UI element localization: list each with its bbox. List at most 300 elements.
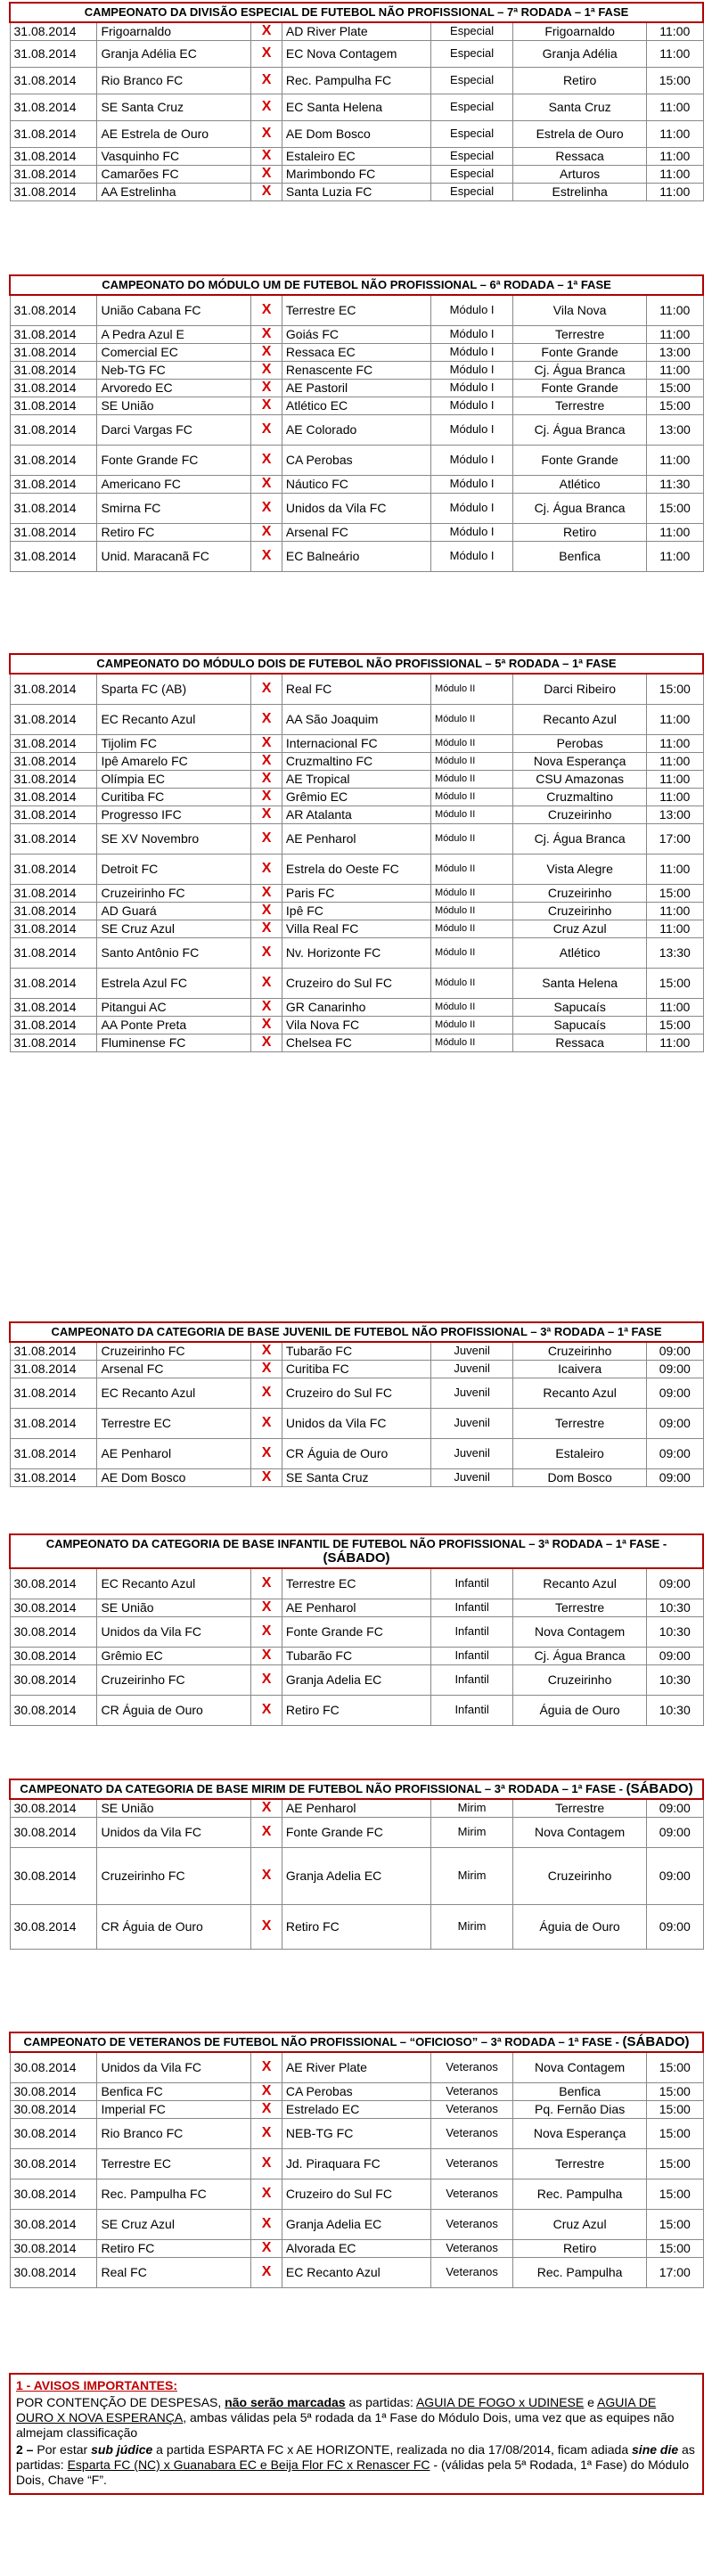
- match-date: 31.08.2014: [10, 823, 97, 854]
- section-title: [10, 1534, 703, 1568]
- away-team: CA Perobas: [282, 2082, 430, 2100]
- match-date: 31.08.2014: [10, 183, 97, 200]
- match-time: 09:00: [647, 1342, 703, 1360]
- match-venue: Cj. Água Branca: [513, 493, 647, 523]
- notice-1-text: as partidas:: [345, 2395, 416, 2409]
- versus-mark: X: [251, 67, 282, 94]
- home-team: Smirna FC: [97, 493, 251, 523]
- away-team: Villa Real FC: [282, 920, 430, 937]
- match-category: Infantil: [431, 1647, 513, 1664]
- away-team: Internacional FC: [282, 734, 430, 752]
- match-time: 15:00: [647, 2148, 703, 2179]
- notice-2-emph: sub júdice: [91, 2442, 153, 2457]
- match-category: Módulo II: [431, 854, 513, 884]
- home-team: Cruzeirinho FC: [97, 1664, 251, 1695]
- match-category: Especial: [431, 22, 513, 40]
- match-time: 15:00: [647, 674, 703, 704]
- match-time: 11:00: [647, 165, 703, 183]
- versus-mark: X: [251, 854, 282, 884]
- match-date: 31.08.2014: [10, 1016, 97, 1034]
- match-row: [10, 1468, 703, 1486]
- versus-mark: X: [251, 1799, 282, 1817]
- match-row: [10, 1378, 703, 1408]
- match-row: [10, 1616, 703, 1647]
- home-team: Americano FC: [97, 475, 251, 493]
- versus-mark: X: [251, 445, 282, 475]
- home-team: Neb-TG FC: [97, 361, 251, 379]
- away-team: CR Águia de Ouro: [282, 1438, 430, 1468]
- away-team: Granja Adelia EC: [282, 2209, 430, 2239]
- away-team: GR Canarinho: [282, 998, 430, 1016]
- away-team: Paris FC: [282, 884, 430, 902]
- section-title-text: CAMPEONATO DA CATEGORIA DE BASE INFANTIL DE FUTEBOL NÃO PROFISSIONAL – 3ª RODADA – 1ª FASE -: [45, 1537, 667, 1550]
- match-row: [10, 2148, 703, 2179]
- notice-2-text: - (válidas pela 5ª Rodada, 1ª Fase) do Módulo Dois, Chave “F”.: [16, 2457, 690, 2487]
- notice-2-number: 2 –: [16, 2442, 37, 2457]
- section-title-day: (SÁBADO): [622, 2034, 690, 2049]
- home-team: AE Dom Bosco: [97, 1468, 251, 1486]
- notice-1-text: POR CONTENÇÃO DE DESPESAS,: [16, 2395, 225, 2409]
- section-modulo-um: [9, 274, 704, 572]
- match-category: Mirim: [430, 1847, 512, 1904]
- match-venue: Retiro: [513, 2239, 647, 2257]
- section-title-text: CAMPEONATO DO MÓDULO DOIS DE FUTEBOL NÃO PROFISSIONAL – 5ª RODADA – 1ª FASE: [96, 657, 617, 670]
- match-category: Módulo I: [431, 361, 513, 379]
- away-team: SE Santa Cruz: [282, 1468, 430, 1486]
- match-category: Veteranos: [431, 2148, 513, 2179]
- match-category: Módulo II: [431, 704, 513, 734]
- versus-mark: X: [251, 788, 282, 806]
- match-row: [10, 854, 703, 884]
- match-category: Especial: [431, 183, 513, 200]
- match-date: 31.08.2014: [10, 445, 97, 475]
- versus-mark: X: [251, 2148, 282, 2179]
- match-venue: Nova Contagem: [513, 1616, 647, 1647]
- match-date: 31.08.2014: [10, 1360, 97, 1378]
- home-team: Olímpia EC: [97, 770, 251, 788]
- match-category: Módulo II: [431, 752, 513, 770]
- match-date: 30.08.2014: [10, 2179, 97, 2209]
- match-time: 10:30: [647, 1599, 704, 1616]
- match-row: [10, 2082, 703, 2100]
- versus-mark: X: [251, 397, 282, 414]
- match-category: Mirim: [430, 1904, 512, 1949]
- match-time: 15:00: [647, 2082, 703, 2100]
- match-date: 31.08.2014: [10, 854, 97, 884]
- versus-mark: X: [251, 1599, 282, 1616]
- match-date: 31.08.2014: [10, 674, 97, 704]
- home-team: EC Recanto Azul: [97, 1378, 251, 1408]
- home-team: Unidos da Vila FC: [97, 1817, 251, 1847]
- home-team: Rec. Pampulha FC: [97, 2179, 251, 2209]
- match-venue: Cj. Água Branca: [513, 414, 647, 445]
- match-venue: Cruzeirinho: [513, 884, 647, 902]
- section-title-text: CAMPEONATO DE VETERANOS DE FUTEBOL NÃO PROFISSIONAL – “OFICIOSO” – 3ª RODADA – 1ª FASE -: [23, 2035, 623, 2049]
- versus-mark: X: [251, 734, 282, 752]
- match-category: Veteranos: [431, 2100, 513, 2118]
- home-team: Arsenal FC: [97, 1360, 251, 1378]
- match-date: 31.08.2014: [10, 295, 97, 325]
- match-time: 11:00: [647, 22, 703, 40]
- match-category: Módulo II: [431, 1016, 513, 1034]
- match-venue: Rec. Pampulha: [513, 2257, 647, 2287]
- match-venue: Cruzmaltino: [513, 788, 647, 806]
- match-row: [10, 414, 703, 445]
- match-date: 31.08.2014: [10, 523, 97, 541]
- match-venue: Arturos: [513, 165, 647, 183]
- match-category: Módulo I: [431, 541, 513, 571]
- match-time: 09:00: [647, 1378, 703, 1408]
- away-team: Chelsea FC: [282, 1034, 430, 1051]
- match-date: 30.08.2014: [10, 2100, 97, 2118]
- match-venue: Estrela de Ouro: [513, 120, 647, 147]
- match-category: Veteranos: [431, 2118, 513, 2148]
- fixtures-table: [9, 274, 704, 572]
- match-date: 31.08.2014: [10, 752, 97, 770]
- away-team: Grêmio EC: [282, 788, 430, 806]
- match-date: 31.08.2014: [10, 22, 97, 40]
- section-title: [10, 1322, 703, 1342]
- section-title-text: CAMPEONATO DA CATEGORIA DE BASE JUVENIL DE FUTEBOL NÃO PROFISSIONAL – 3ª RODADA – 1ª FASE: [51, 1325, 662, 1338]
- match-category: Juvenil: [431, 1360, 513, 1378]
- match-category: Módulo I: [431, 523, 513, 541]
- match-time: 11:00: [647, 752, 703, 770]
- versus-mark: X: [251, 1034, 282, 1051]
- fixtures-table: [9, 1533, 704, 1726]
- match-row: [10, 22, 703, 40]
- match-row: [10, 523, 703, 541]
- match-venue: Terrestre: [513, 2148, 647, 2179]
- match-date: 31.08.2014: [10, 770, 97, 788]
- match-time: 15:00: [647, 2100, 703, 2118]
- versus-mark: X: [251, 2209, 282, 2239]
- section-divisao-especial: [9, 2, 704, 201]
- match-date: 31.08.2014: [10, 920, 97, 937]
- versus-mark: X: [251, 325, 282, 343]
- match-venue: Sapucaís: [513, 998, 647, 1016]
- match-time: 15:00: [647, 397, 703, 414]
- match-date: 31.08.2014: [10, 325, 97, 343]
- match-venue: Estrelinha: [513, 183, 647, 200]
- match-row: [10, 120, 703, 147]
- home-team: Granja Adélia EC: [97, 40, 251, 67]
- away-team: Retiro FC: [282, 1695, 430, 1725]
- match-category: Módulo II: [431, 734, 513, 752]
- match-date: 30.08.2014: [10, 1647, 97, 1664]
- versus-mark: X: [251, 2179, 282, 2209]
- match-date: 31.08.2014: [10, 147, 97, 165]
- match-category: Veteranos: [431, 2257, 513, 2287]
- match-time: 09:00: [646, 1904, 703, 1949]
- match-time: 09:00: [646, 1799, 703, 1817]
- match-date: 31.08.2014: [10, 1342, 97, 1360]
- match-venue: Nova Contagem: [513, 2052, 647, 2082]
- home-team: Grêmio EC: [97, 1647, 251, 1664]
- away-team: AE Colorado: [282, 414, 430, 445]
- match-row: [10, 493, 703, 523]
- home-team: Arvoredo EC: [97, 379, 251, 397]
- home-team: Detroit FC: [97, 854, 251, 884]
- versus-mark: X: [251, 1695, 282, 1725]
- versus-mark: X: [251, 2100, 282, 2118]
- match-time: 11:00: [647, 295, 703, 325]
- match-row: [10, 998, 703, 1016]
- versus-mark: X: [251, 968, 282, 998]
- versus-mark: X: [251, 2118, 282, 2148]
- notice-2-text: as partidas:: [16, 2442, 695, 2472]
- home-team: Darci Vargas FC: [97, 414, 251, 445]
- match-category: Especial: [431, 120, 513, 147]
- match-category: Infantil: [431, 1616, 513, 1647]
- versus-mark: X: [251, 1817, 282, 1847]
- away-team: Fonte Grande FC: [282, 1616, 430, 1647]
- match-date: 31.08.2014: [10, 968, 97, 998]
- versus-mark: X: [251, 1360, 282, 1378]
- match-time: 15:00: [647, 1016, 703, 1034]
- section-title-day: (SÁBADO): [323, 1550, 390, 1566]
- versus-mark: X: [251, 1468, 282, 1486]
- away-team: Náutico FC: [282, 475, 430, 493]
- match-date: 31.08.2014: [10, 1468, 97, 1486]
- match-category: Módulo II: [431, 788, 513, 806]
- match-time: 10:30: [647, 1664, 704, 1695]
- match-row: [10, 2179, 703, 2209]
- match-venue: Atlético: [513, 937, 647, 968]
- home-team: Cruzeirinho FC: [97, 1847, 251, 1904]
- match-date: 31.08.2014: [10, 397, 97, 414]
- home-team: Rio Branco FC: [97, 67, 251, 94]
- home-team: Unidos da Vila FC: [97, 1616, 251, 1647]
- match-venue: Águia de Ouro: [513, 1904, 647, 1949]
- match-date: 31.08.2014: [10, 788, 97, 806]
- match-time: 09:00: [647, 1647, 704, 1664]
- match-venue: Santa Cruz: [513, 94, 647, 120]
- home-team: Cruzeirinho FC: [97, 1342, 251, 1360]
- match-time: 09:00: [647, 1408, 703, 1438]
- home-team: Ipê Amarelo FC: [97, 752, 251, 770]
- away-team: AE River Plate: [282, 2052, 430, 2082]
- away-team: Retiro FC: [282, 1904, 430, 1949]
- home-team: Terrestre EC: [97, 1408, 251, 1438]
- match-venue: Granja Adélia: [513, 40, 647, 67]
- match-date: 31.08.2014: [10, 734, 97, 752]
- match-date: 30.08.2014: [10, 2148, 97, 2179]
- home-team: SE Cruz Azul: [97, 2209, 251, 2239]
- home-team: SE Santa Cruz: [97, 94, 251, 120]
- versus-mark: X: [251, 40, 282, 67]
- match-venue: Cj. Água Branca: [513, 361, 647, 379]
- match-row: [10, 734, 703, 752]
- match-time: 09:00: [647, 1468, 703, 1486]
- fixtures-table: [9, 2032, 704, 2288]
- match-row: [10, 2257, 703, 2287]
- match-date: 31.08.2014: [10, 704, 97, 734]
- match-row: [10, 2052, 703, 2082]
- match-row: [10, 902, 703, 920]
- match-date: 30.08.2014: [10, 1568, 97, 1599]
- match-date: 30.08.2014: [10, 2118, 97, 2148]
- away-team: Santa Luzia FC: [282, 183, 430, 200]
- match-time: 13:00: [647, 343, 703, 361]
- match-row: [10, 397, 703, 414]
- versus-mark: X: [251, 704, 282, 734]
- match-date: 30.08.2014: [10, 2257, 97, 2287]
- versus-mark: X: [251, 1647, 282, 1664]
- versus-mark: X: [251, 937, 282, 968]
- versus-mark: X: [251, 2239, 282, 2257]
- match-venue: Cruzeirinho: [513, 1664, 647, 1695]
- match-time: 09:00: [646, 1847, 703, 1904]
- match-date: 30.08.2014: [10, 1664, 97, 1695]
- section-title: [10, 654, 703, 674]
- match-category: Módulo I: [431, 343, 513, 361]
- match-row: [10, 2118, 703, 2148]
- match-time: 11:00: [647, 1034, 703, 1051]
- away-team: Arsenal FC: [282, 523, 430, 541]
- home-team: SE União: [97, 397, 251, 414]
- match-venue: Frigoarnaldo: [513, 22, 647, 40]
- match-time: 15:00: [647, 2118, 703, 2148]
- match-row: [10, 2100, 703, 2118]
- match-category: Módulo II: [431, 884, 513, 902]
- match-time: 11:00: [647, 734, 703, 752]
- match-venue: Terrestre: [513, 1408, 647, 1438]
- away-team: AE Penharol: [282, 1799, 430, 1817]
- versus-mark: X: [251, 2082, 282, 2100]
- section-title-text: CAMPEONATO DA DIVISÃO ESPECIAL DE FUTEBOL NÃO PROFISSIONAL – 7ª RODADA – 1ª FASE: [84, 5, 629, 19]
- match-row: [10, 770, 703, 788]
- match-venue: Fonte Grande: [513, 379, 647, 397]
- home-team: A Pedra Azul E: [97, 325, 251, 343]
- versus-mark: X: [251, 1438, 282, 1468]
- match-row: [10, 1568, 703, 1599]
- away-team: Renascente FC: [282, 361, 430, 379]
- match-row: [10, 2209, 703, 2239]
- match-category: Especial: [431, 165, 513, 183]
- match-row: [10, 147, 703, 165]
- away-team: Cruzeiro do Sul FC: [282, 2179, 430, 2209]
- versus-mark: X: [251, 2257, 282, 2287]
- versus-mark: X: [251, 1016, 282, 1034]
- match-date: 31.08.2014: [10, 40, 97, 67]
- home-team: Estrela Azul FC: [97, 968, 251, 998]
- notice-1-match: AGUIA DE FOGO x UDINESE: [415, 2395, 585, 2409]
- versus-mark: X: [251, 414, 282, 445]
- versus-mark: X: [251, 541, 282, 571]
- match-category: Infantil: [431, 1599, 513, 1616]
- match-venue: Cruz Azul: [513, 2209, 647, 2239]
- match-venue: Vila Nova: [513, 295, 647, 325]
- home-team: Frigoarnaldo: [97, 22, 251, 40]
- match-date: 30.08.2014: [10, 1616, 97, 1647]
- versus-mark: X: [251, 22, 282, 40]
- home-team: AD Guará: [97, 902, 251, 920]
- home-team: Santo Antônio FC: [97, 937, 251, 968]
- match-row: [10, 2239, 703, 2257]
- match-venue: Cj. Água Branca: [513, 1647, 647, 1664]
- versus-mark: X: [251, 1847, 282, 1904]
- home-team: AA Estrelinha: [97, 183, 251, 200]
- match-time: 10:30: [647, 1695, 704, 1725]
- versus-mark: X: [251, 902, 282, 920]
- away-team: AE Tropical: [282, 770, 430, 788]
- match-time: 15:00: [647, 2179, 703, 2209]
- versus-mark: X: [251, 493, 282, 523]
- away-team: Estaleiro EC: [282, 147, 430, 165]
- match-category: Juvenil: [431, 1468, 513, 1486]
- home-team: Unidos da Vila FC: [97, 2052, 251, 2082]
- home-team: EC Recanto Azul: [97, 1568, 251, 1599]
- home-team: Sparta FC (AB): [97, 674, 251, 704]
- match-date: 30.08.2014: [10, 1599, 97, 1616]
- match-venue: Retiro: [513, 67, 647, 94]
- match-row: [10, 1408, 703, 1438]
- away-team: Cruzeiro do Sul FC: [282, 1378, 430, 1408]
- match-date: 31.08.2014: [10, 361, 97, 379]
- match-venue: Darci Ribeiro: [513, 674, 647, 704]
- match-category: Módulo I: [431, 397, 513, 414]
- away-team: Estrela do Oeste FC: [282, 854, 430, 884]
- match-date: 31.08.2014: [10, 165, 97, 183]
- match-time: 10:30: [647, 1616, 704, 1647]
- match-row: [10, 1695, 703, 1725]
- home-team: SE Cruz Azul: [97, 920, 251, 937]
- match-row: [10, 183, 703, 200]
- match-row: [10, 752, 703, 770]
- match-venue: Atlético: [513, 475, 647, 493]
- away-team: Ipê FC: [282, 902, 430, 920]
- versus-mark: X: [251, 523, 282, 541]
- versus-mark: X: [251, 823, 282, 854]
- match-date: 31.08.2014: [10, 379, 97, 397]
- match-venue: Benfica: [513, 2082, 647, 2100]
- match-time: 11:00: [647, 94, 703, 120]
- section-title-text: CAMPEONATO DA CATEGORIA DE BASE MIRIM DE FUTEBOL NÃO PROFISSIONAL – 3ª RODADA – 1ª FASE -: [20, 1782, 626, 1795]
- match-row: [10, 295, 703, 325]
- versus-mark: X: [251, 1342, 282, 1360]
- match-date: 31.08.2014: [10, 94, 97, 120]
- match-date: 31.08.2014: [10, 806, 97, 823]
- away-team: Terrestre EC: [282, 295, 430, 325]
- match-category: Módulo II: [431, 1034, 513, 1051]
- match-venue: Terrestre: [513, 325, 647, 343]
- away-team: Nv. Horizonte FC: [282, 937, 430, 968]
- versus-mark: X: [251, 674, 282, 704]
- away-team: Real FC: [282, 674, 430, 704]
- match-date: 30.08.2014: [10, 1847, 97, 1904]
- match-row: [10, 968, 703, 998]
- match-date: 31.08.2014: [10, 541, 97, 571]
- match-date: 31.08.2014: [10, 1408, 97, 1438]
- match-date: 31.08.2014: [10, 884, 97, 902]
- match-venue: Perobas: [513, 734, 647, 752]
- match-time: 11:00: [647, 920, 703, 937]
- match-time: 11:00: [647, 523, 703, 541]
- away-team: AR Atalanta: [282, 806, 430, 823]
- fixtures-table: [9, 1321, 704, 1487]
- match-row: [10, 361, 703, 379]
- match-date: 30.08.2014: [10, 1817, 97, 1847]
- away-team: AE Dom Bosco: [282, 120, 430, 147]
- match-venue: Cruz Azul: [513, 920, 647, 937]
- away-team: EC Santa Helena: [282, 94, 430, 120]
- match-row: [10, 704, 703, 734]
- home-team: CR Águia de Ouro: [97, 1904, 251, 1949]
- match-time: 09:00: [647, 1438, 703, 1468]
- match-category: Mirim: [430, 1799, 512, 1817]
- match-venue: Vista Alegre: [513, 854, 647, 884]
- away-team: Marimbondo FC: [282, 165, 430, 183]
